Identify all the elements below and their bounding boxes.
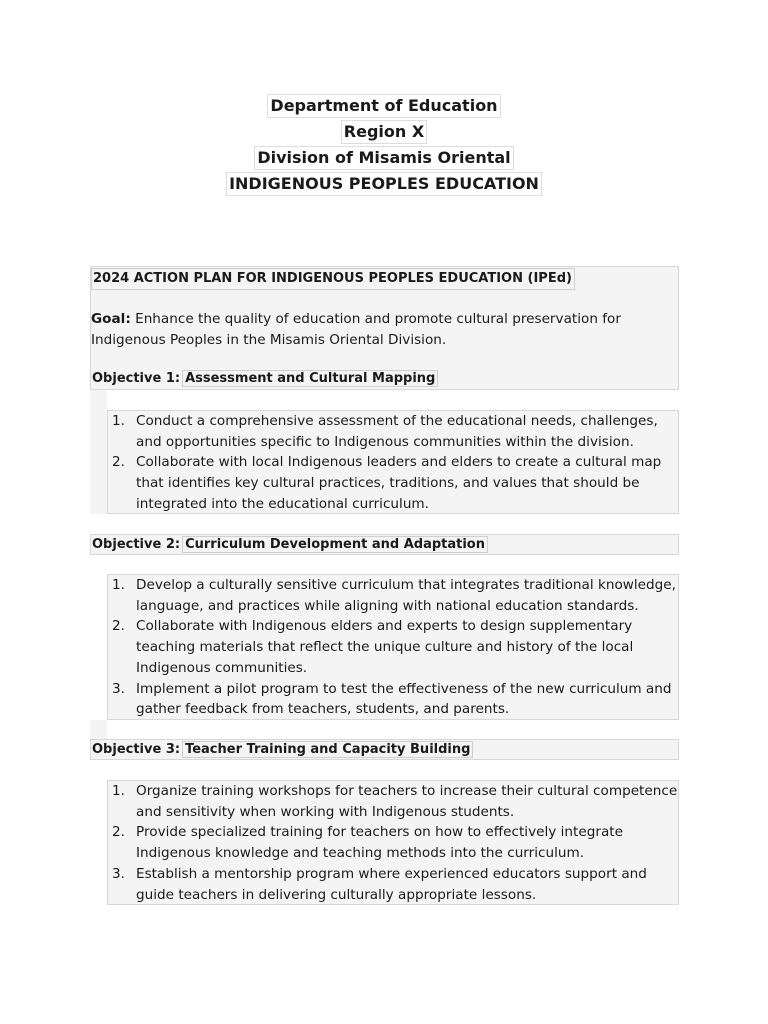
goal-label: Goal: (91, 311, 131, 327)
list-item: 2. Collaborate with local Indigenous leaders and elders to create a cultural map that identifies key cultural practices, traditions, and values that should be integrated into the educational curriculum. (112, 454, 662, 512)
goal-paragraph (91, 309, 676, 351)
list-item: 1. Develop a culturally sensitive curriculum that integrates traditional knowledge, language, and practices while aligning with national education standards. (112, 577, 676, 614)
list-item: 3. Implement a pilot program to test the effectiveness of the new curriculum and gather feedback from teachers, students, and parents. (112, 680, 672, 718)
margin-band (90, 720, 107, 739)
objective-3-heading (91, 740, 473, 760)
list-item: 3. Establish a mentorship program where experienced educators support and guide teachers in delivering culturally appropriate lessons. (112, 865, 647, 903)
objective-3-prefix: Objective 3: (92, 742, 181, 757)
region-title: Region X (341, 120, 427, 144)
division-title: Division of Misamis Oriental (254, 146, 513, 170)
list-item: 2. Collaborate with Indigenous elders and experts to design supplementary teaching materials that reflect the unique culture and history of the local Indigenous communities. (112, 618, 634, 676)
program-title: INDIGENOUS PEOPLES EDUCATION (226, 172, 542, 196)
objective-3-title: Teacher Training and Capacity Building (182, 741, 473, 758)
objective-2-band (90, 534, 679, 555)
goal-text: Enhance the quality of education and promote cultural preservation for Indigenous Peoples in the Misamis Oriental Division. (91, 311, 621, 348)
objective-3-band (90, 739, 679, 760)
list-item: 1. Conduct a comprehensive assessment of the educational needs, challenges, and opportunities specific to Indigenous communities within the division. (112, 413, 658, 450)
action-plan-title: 2024 ACTION PLAN FOR INDIGENOUS PEOPLES EDUCATION (IPEd) (91, 268, 575, 290)
list-item: 2. Provide specialized training for teachers on how to effectively integrate Indigenous knowledge and teaching methods into the curriculum. (112, 824, 623, 862)
action-plan-section (90, 266, 679, 390)
objective-2-list (107, 574, 679, 720)
list-item: 1. Organize training workshops for teachers to increase their cultural competence and sensitivity when working with Indigenous students. (112, 783, 678, 820)
objective-1-title: Assessment and Cultural Mapping (182, 370, 438, 387)
department-title: Department of Education (267, 94, 500, 118)
objective-1-list (107, 410, 679, 514)
document-header (0, 94, 768, 198)
objective-1-prefix: Objective 1: (92, 371, 181, 386)
margin-band (90, 390, 107, 514)
objective-3-list (107, 780, 679, 905)
objective-1-heading (91, 369, 438, 389)
objective-2-title: Curriculum Development and Adaptation (182, 536, 488, 553)
objective-2-prefix: Objective 2: (92, 537, 181, 552)
objective-2-heading (91, 535, 488, 555)
